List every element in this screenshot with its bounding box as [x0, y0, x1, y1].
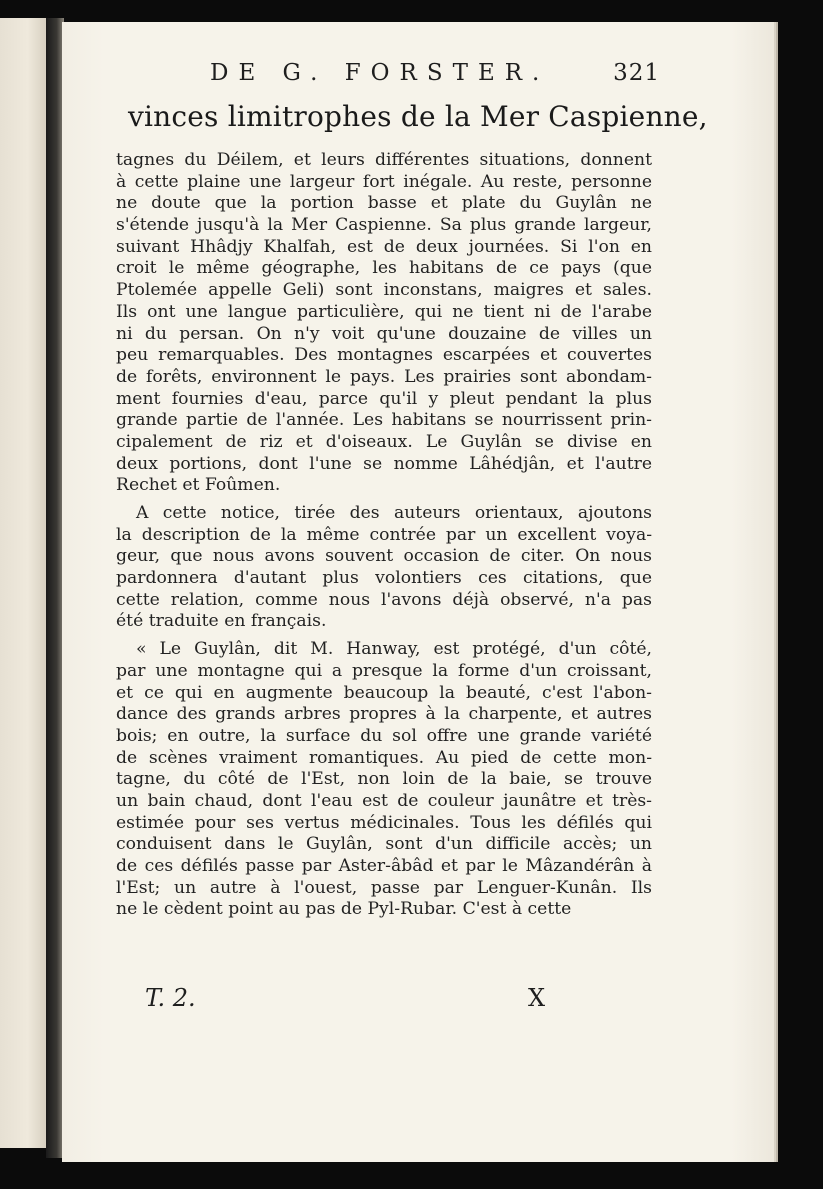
- text-line: Ptolemée appelle Geli) sont inconstans, maigres et sales.: [116, 280, 652, 301]
- text-line: et ce qui en augmente beaucoup la beauté, c'est l'abon-: [116, 682, 652, 703]
- text-line: bois; en outre, la surface du sol offre une grande variété: [116, 725, 652, 746]
- text-line: dance des grands arbres propres à la charpente, et autres: [116, 704, 652, 725]
- text-line: deux portions, dont l'une se nomme Lâhédjân, et l'autre: [116, 453, 652, 474]
- text-line: à cette plaine une largeur fort inégale. Au reste, personne: [116, 171, 652, 192]
- text-line: Ils ont une langue particulière, qui ne tient ni de l'arabe: [116, 301, 652, 322]
- paragraph: [116, 503, 652, 633]
- page-header: [150, 60, 660, 90]
- signature-mark-volume: T. 2.: [145, 984, 196, 1012]
- text-line: tagnes du Déilem, et leurs différentes situations, donnent: [116, 150, 652, 170]
- text-line: ne doute que la portion basse et plate du Guylân ne: [116, 193, 652, 214]
- paragraph: [116, 150, 652, 497]
- text-line: estimée pour ses vertus médicinales. Tous les défilés qui: [116, 812, 652, 833]
- text-line: « Le Guylân, dit M. Hanway, est protégé, d'un côté,: [136, 639, 652, 660]
- text-line: par une montagne qui a presque la forme d'un croissant,: [116, 660, 652, 681]
- text-line: l'Est; un autre à l'ouest, passe par Lenguer-Kunân. Ils: [116, 877, 652, 898]
- text-line: de forêts, environnent le pays. Les prairies sont abondam-: [116, 366, 652, 387]
- facing-page-edge: [0, 18, 47, 1148]
- text-line: suivant Hhâdjy Khalfah, est de deux journées. Si l'on en: [116, 236, 652, 257]
- text-line: de ces défilés passe par Aster-âbâd et par le Mâzandérân à: [116, 856, 652, 876]
- text-line: cipalement de riz et d'oiseaux. Le Guylân se divise en: [116, 431, 652, 452]
- page-number: 321: [613, 60, 660, 86]
- running-title: DE G. FORSTER.: [210, 60, 550, 86]
- text-line: pardonnera d'autant plus volontiers ces citations, que: [116, 568, 652, 589]
- text-line: A cette notice, tirée des auteurs orientaux, ajoutons: [136, 503, 652, 523]
- body-text: [116, 150, 652, 921]
- text-line: de scènes vraiment romantiques. Au pied de cette mon-: [116, 747, 652, 768]
- text-line: Rechet et Foûmen.: [116, 475, 281, 496]
- text-line: ne le cèdent point au pas de Pyl-Rubar. C'est à cette: [116, 899, 572, 920]
- catchline: vinces limitrophes de la Mer Caspienne,: [128, 100, 708, 133]
- text-line: ment fournies d'eau, parce qu'il y pleut pendant la plus: [116, 388, 652, 409]
- text-line: été traduite en français.: [116, 611, 327, 632]
- paragraph: [116, 639, 652, 921]
- text-line: tagne, du côté de l'Est, non loin de la baie, se trouve: [116, 769, 652, 790]
- text-line: ni du persan. On n'y voit qu'une douzaine de villes un: [116, 323, 652, 344]
- text-line: geur, que nous avons souvent occasion de citer. On nous: [116, 546, 652, 567]
- text-line: s'étende jusqu'à la Mer Caspienne. Sa plus grande largeur,: [116, 215, 652, 236]
- text-line: grande partie de l'année. Les habitans se nourrissent prin-: [116, 410, 652, 431]
- text-line: croit le même géographe, les habitans de ce pays (que: [116, 258, 652, 279]
- text-line: un bain chaud, dont l'eau est de couleur jaunâtre et très-: [116, 790, 652, 811]
- signature-mark-letter: X: [528, 984, 546, 1012]
- text-line: peu remarquables. Des montagnes escarpées et couvertes: [116, 345, 652, 366]
- text-line: la description de la même contrée par un excellent voya-: [116, 524, 652, 545]
- text-line: cette relation, comme nous l'avons déjà observé, n'a pas: [116, 589, 652, 610]
- text-line: conduisent dans le Guylân, sont d'un difficile accès; un: [116, 834, 652, 855]
